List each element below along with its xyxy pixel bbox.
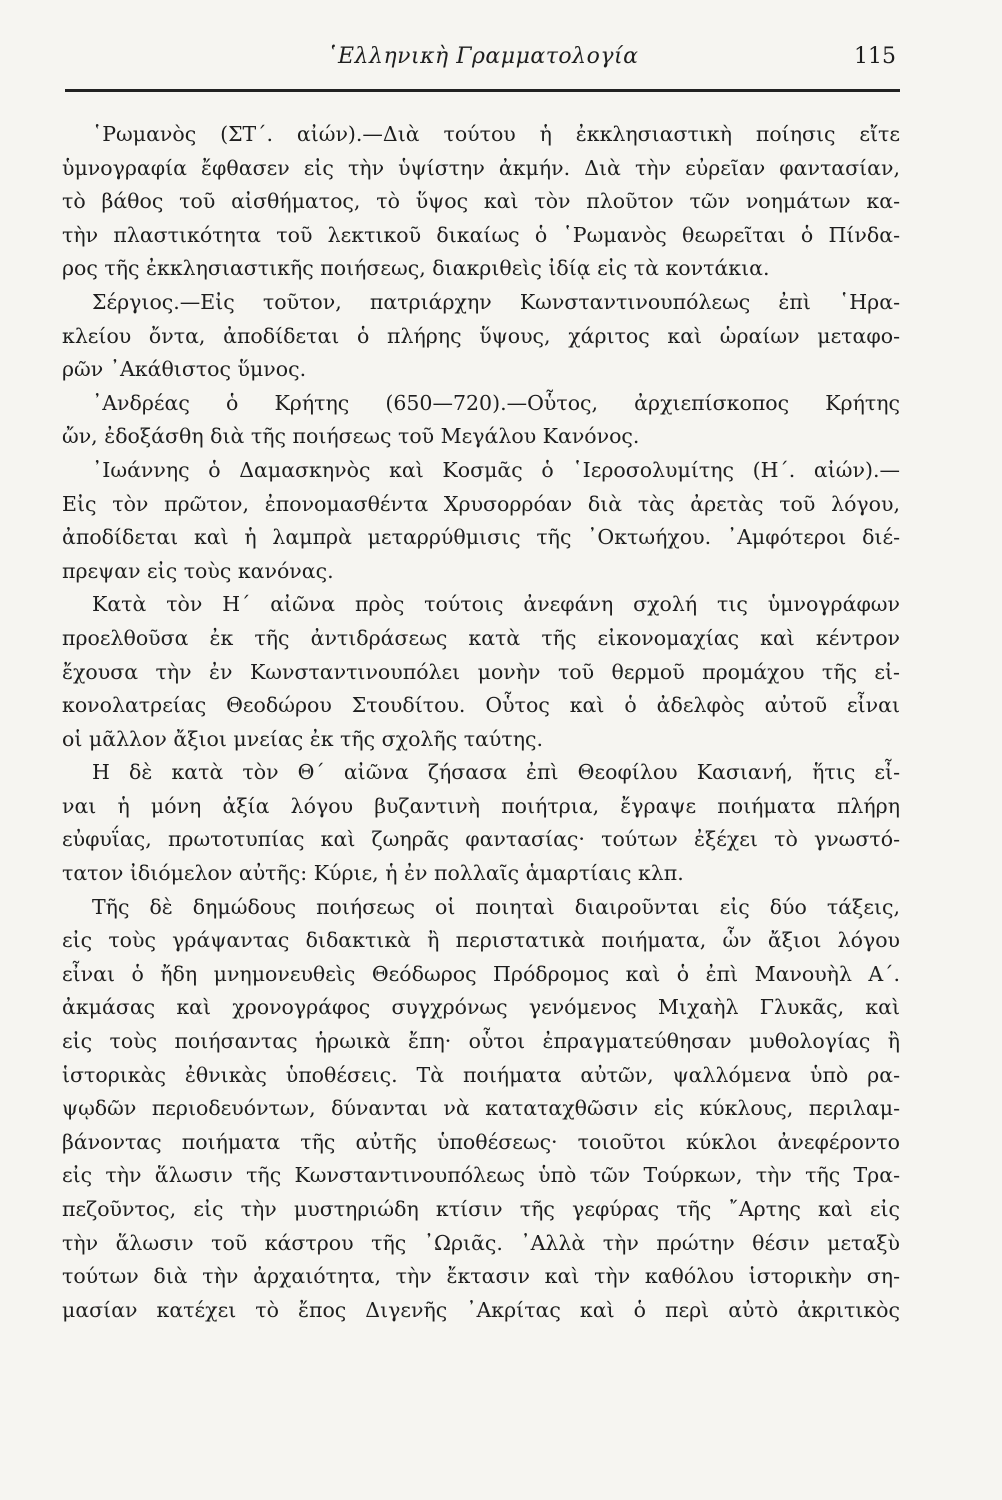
paragraph-kasiani (62, 756, 900, 890)
text-line: εἰς τοὺς ποιήσαντας ἡρωικὰ ἔπη· οὗτοι ἐπραγματεύθησαν μυθολογίας ἢ (62, 1029, 900, 1054)
text-line: ὤν, ἐδοξάσθη διὰ τῆς ποιήσεως τοῦ Μεγάλου Κανόνος. (62, 424, 640, 449)
text-line: τὴν πλαστικότητα τοῦ λεκτικοῦ δικαίως ὁ ῾Ρωμανὸς θεωρεῖται ὁ Πίνδα- (62, 222, 900, 247)
text-line: Εἰς τὸν πρῶτον, ἐπονομασθέντα Χρυσορρόαν διὰ τὰς ἀρετὰς τοῦ λόγου, (62, 491, 900, 516)
text-line: ψῳδῶν περιοδευόντων, δύνανται νὰ καταταχθῶσιν εἰς κύκλους, περιλαμ- (62, 1096, 900, 1121)
text-line: βάνοντας ποιήματα τῆς αὐτῆς ὑποθέσεως· τοιοῦτοι κύκλοι ἀνεφέροντο (62, 1129, 900, 1154)
text-line: ῾Ρωμανὸς (ΣΤ΄. αἰών).—Διὰ τούτου ἡ ἐκκλησιαστικὴ ποίησις εἴτε (92, 122, 900, 146)
text-line: εὐφυΐας, πρωτοτυπίας καὶ ζωηρᾶς φαντασίας· τούτων ἐξέχει τὸ γνωστό- (62, 827, 900, 852)
text-line: πεζοῦντος, εἰς τὴν μυστηριώδη κτίσιν τῆς γεφύρας τῆς ῎Αρτης καὶ εἰς (62, 1197, 900, 1221)
text-line: τὸ βάθος τοῦ αἰσθήματος, τὸ ὕψος καὶ τὸν πλοῦτον τῶν νοημάτων κα- (62, 189, 900, 214)
text-line: εἶναι ὁ ἤδη μνημονευθεὶς Θεόδωρος Πρόδρομος καὶ ὁ ἐπὶ Μανουὴλ Α΄. (62, 961, 900, 986)
text-line: ὑμνογραφία ἔφθασεν εἰς τὴν ὑψίστην ἀκμήν. Διὰ τὴν εὐρεῖαν φαντασίαν, (62, 155, 900, 180)
text-line: ᾿Ανδρέας ὁ Κρήτης (650—720).—Οὗτος, ἀρχιεπίσκοπος Κρήτης (92, 390, 900, 415)
text-line: τούτων διὰ τὴν ἀρχαιότητα, τὴν ἔκτασιν καὶ τὴν καθόλου ἱστορικὴν ση- (62, 1264, 900, 1289)
text-line: εἰς τοὺς γράψαντας διδακτικὰ ἢ περιστατικὰ ποιήματα, ὧν ἄξιοι λόγου (62, 928, 900, 953)
paragraph-romanos (62, 118, 900, 286)
text-line: Σέργιος.—Εἰς τοῦτον, πατριάρχην Κωνσταντινουπόλεως ἐπὶ ῾Ηρα- (92, 289, 900, 314)
paragraph-andreas (62, 387, 900, 454)
text-line: μασίαν κατέχει τὸ ἔπος Διγενῆς ᾿Ακρίτας καὶ ὁ περὶ αὐτὸ ἀκριτικὸς (62, 1297, 900, 1322)
text-line: προελθοῦσα ἐκ τῆς ἀντιδράσεως κατὰ τῆς εἰκονομαχίας καὶ κέντρον (62, 625, 900, 650)
text-line: κονολατρείας Θεοδώρου Στουδίτου. Οὗτος καὶ ὁ ἀδελφὸς αὐτοῦ εἶναι (62, 693, 900, 718)
text-line: τατον ἰδιόμελον αὐτῆς: Κύριε, ἡ ἐν πολλαῖς ἁμαρτίαις κλπ. (62, 861, 684, 886)
text-line: τὴν ἅλωσιν τοῦ κάστρου τῆς ᾿Ωριᾶς. ᾿Αλλὰ τὴν πρώτην θέσιν μεταξὺ (62, 1230, 900, 1255)
paragraph-sergios (62, 286, 900, 387)
text-line: ᾿Ιωάννης ὁ Δαμασκηνὸς καὶ Κοσμᾶς ὁ ῾Ιεροσολυμίτης (Η΄. αἰών).— (92, 457, 900, 482)
text-line: οἱ μᾶλλον ἄξιοι μνείας ἐκ τῆς σχολῆς ταύτης. (62, 726, 543, 751)
text-line: ρος τῆς ἐκκλησιαστικῆς ποιήσεως, διακριθεὶς ἰδίᾳ εἰς τὰ κοντάκια. (62, 256, 770, 281)
text-line: Κατὰ τὸν Η΄ αἰῶνα πρὸς τούτοις ἀνεφάνη σχολή τις ὑμνογράφων (92, 592, 900, 617)
header-rule (65, 89, 900, 92)
text-line: ρῶν ᾿Ακάθιστος ὕμνος. (62, 357, 307, 382)
text-line: Τῆς δὲ δημώδους ποιήσεως οἱ ποιηταὶ διαιροῦνται εἰς δύο τάξεις, (92, 894, 900, 919)
page-number: 115 (854, 44, 896, 69)
running-title: ῾Ελληνικὴ Γραμματολογία (326, 44, 639, 69)
page-body (62, 118, 900, 1327)
text-line: ἱστορικὰς ἐθνικὰς ὑποθέσεις. Τὰ ποιήματα αὐτῶν, ψαλλόμενα ὑπὸ ρα- (62, 1062, 900, 1087)
paragraph-studite-school (62, 588, 900, 756)
text-line: πρεψαν εἰς τοὺς κανόνας. (62, 558, 334, 583)
text-line: ἔχουσα τὴν ἐν Κωνσταντινουπόλει μονὴν τοῦ θερμοῦ προμάχου τῆς εἰ- (62, 659, 900, 684)
paragraph-ioannis (62, 454, 900, 588)
text-line: Η δὲ κατὰ τὸν Θ΄ αἰῶνα ζήσασα ἐπὶ Θεοφίλου Κασιανή, ἥτις εἶ- (92, 760, 900, 785)
text-line: κλείου ὄντα, ἀποδίδεται ὁ πλήρης ὕψους, χάριτος καὶ ὡραίων μεταφο- (62, 323, 900, 348)
text-line: ἀκμάσας καὶ χρονογράφος συγχρόνως γενόμενος Μιχαὴλ Γλυκᾶς, καὶ (62, 995, 900, 1020)
text-line: εἰς τὴν ἅλωσιν τῆς Κωνσταντινουπόλεως ὑπὸ τῶν Τούρκων, τὴν τῆς Τρα- (62, 1163, 900, 1188)
text-line: ναι ἡ μόνη ἀξία λόγου βυζαντινὴ ποιήτρια, ἔγραψε ποιήματα πλήρη (62, 793, 900, 818)
paragraph-demotic-poetry (62, 891, 900, 1328)
text-line: ἀποδίδεται καὶ ἡ λαμπρὰ μεταρρύθμισις τῆς ᾿Οκτωήχου. ᾿Αμφότεροι διέ- (62, 525, 900, 550)
page-header (65, 44, 900, 94)
